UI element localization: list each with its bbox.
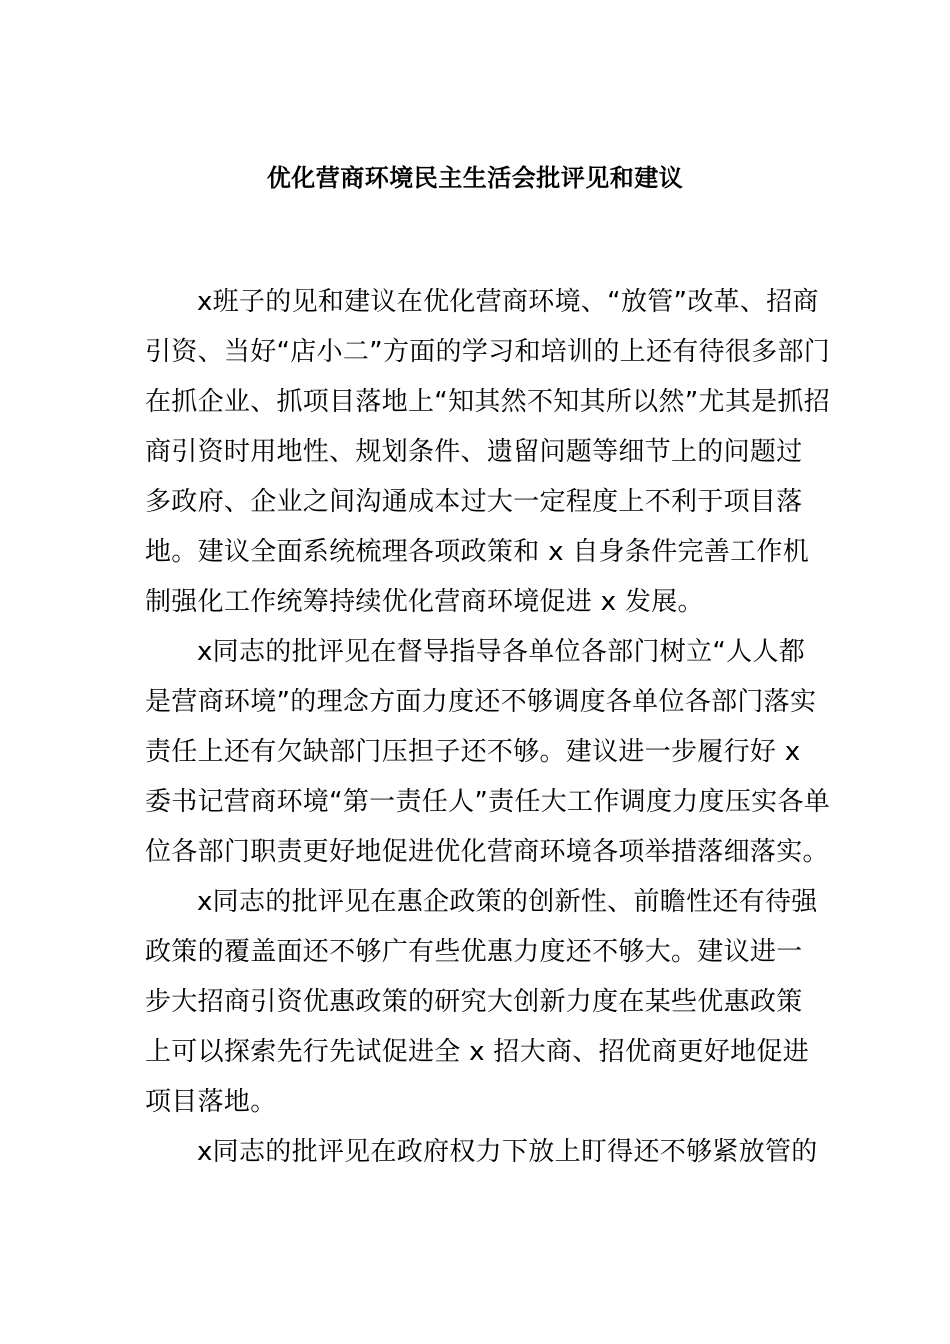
document-title: 优化营商环境民主生活会批评见和建议 xyxy=(266,164,684,192)
paragraph-3-line-5: 项目落地。 xyxy=(145,1087,277,1117)
document-body xyxy=(145,286,831,1186)
paragraph-2-line-4: 委书记营商环境“第一责任人”责任大工作调度力度压实各单 xyxy=(145,787,831,817)
paragraph-2-line-1: x同志的批评见在督导指导各单位各部门树立“人人都 xyxy=(197,637,806,667)
paragraph-3-line-3: 步大招商引资优惠政策的研究大创新力度在某些优惠政策 xyxy=(145,987,803,1017)
paragraph-3-line-4: 上可以探索先行先试促进全 x 招大商、招优商更好地促进 xyxy=(145,1037,810,1067)
paragraph-1-line-3: 在抓企业、抓项目落地上“知其然不知其所以然”尤其是抓招 xyxy=(145,387,831,417)
paragraph-1-line-4: 商引资时用地性、规划条件、遗留问题等细节上的问题过 xyxy=(145,437,803,467)
paragraph-1-line-5: 多政府、企业之间沟通成本过大一定程度上不利于项目落 xyxy=(145,487,803,517)
paragraph-3-line-2: 政策的覆盖面还不够广有些优惠力度还不够大。建议进一 xyxy=(145,937,803,967)
paragraph-1-line-6: 地。建议全面系统梳理各项政策和 x 自身条件完善工作机 xyxy=(145,537,810,567)
paragraph-2-line-5: 位各部门职责更好地促进优化营商环境各项举措落细落实。 xyxy=(145,837,829,867)
paragraph-4-line-1: x同志的批评见在政府权力下放上盯得还不够紧放管的 xyxy=(197,1137,818,1167)
paragraph-2-line-2: 是营商环境”的理念方面力度还不够调度各单位各部门落实 xyxy=(145,687,817,717)
paragraph-2-line-3: 责任上还有欠缺部门压担子还不够。建议进一步履行好 x xyxy=(145,737,801,767)
paragraph-1-line-2: 引资、当好“店小二”方面的学习和培训的上还有待很多部门 xyxy=(145,337,831,367)
paragraph-3-line-1: x同志的批评见在惠企政策的创新性、前瞻性还有待强 xyxy=(197,887,818,917)
paragraph-1-line-1: x班子的见和建议在优化营商环境、“放管”改革、招商 xyxy=(197,287,819,317)
paragraph-1-line-7: 制强化工作统筹持续优化营商环境促进 x 发展。 xyxy=(145,587,704,617)
